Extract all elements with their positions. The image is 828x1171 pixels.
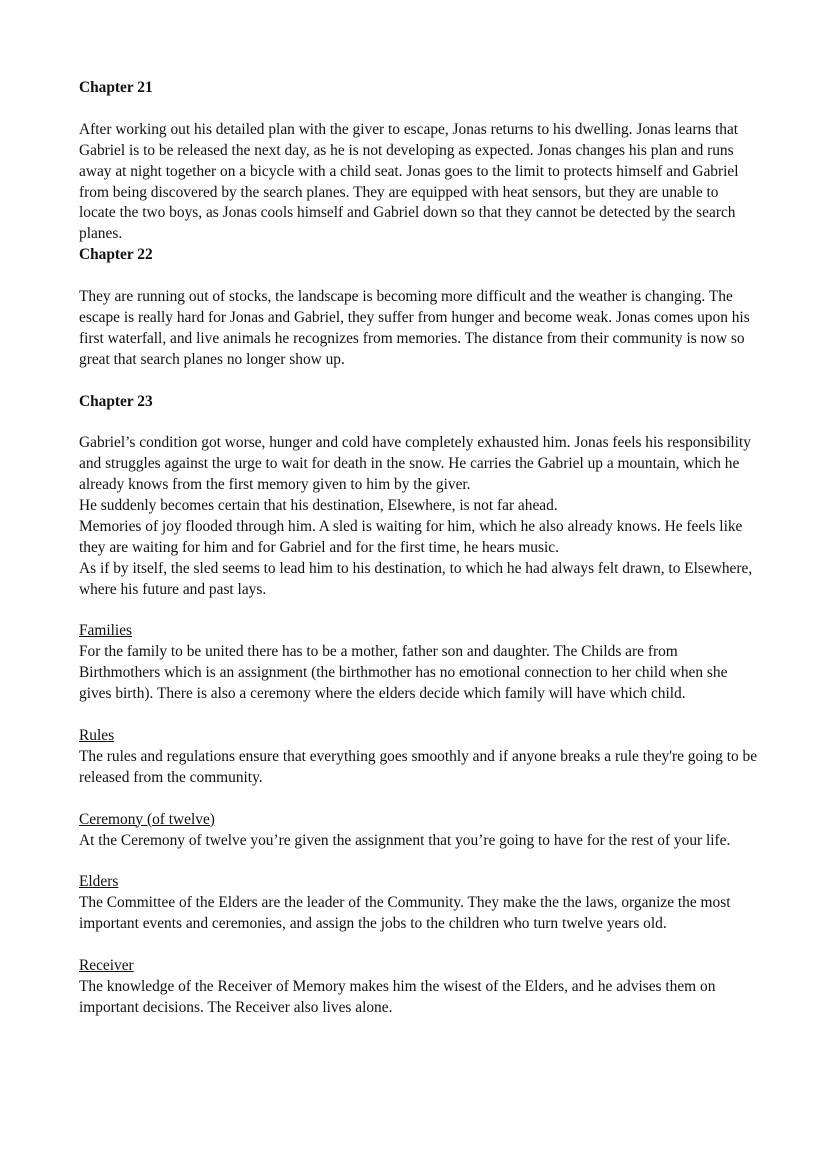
chapter-23-paragraph-3: Memories of joy flooded through him. A sled is waiting for him, which he also already knows. He feels like they are waiting for him and for Gabriel and for the first time, he hears music. <box>79 517 743 556</box>
rules-text: The rules and regulations ensure that everything goes smoothly and if anyone breaks a rule they're going to be released from the community. <box>79 747 758 786</box>
chapter-21-text: After working out his detailed plan with the giver to escape, Jonas returns to his dwelling. Jonas learns that Gabriel is to be released the next day, as he is not developing as expected. Jonas changes his plan and runs away at night together on a bicycle with a child seat. Jonas goes to the limit to protects himself and Gabriel from being discovered by the search planes. They are equipped with heat sensors, but they are unable to locate the two boys, as Jonas cools himself and Gabriel down so that they cannot be detected by the search planes. <box>79 120 739 243</box>
chapter-23-section <box>79 392 758 601</box>
receiver-text: The knowledge of the Receiver of Memory makes him the wisest of the Elders, and he advises them on important decisions. The Receiver also lives alone. <box>79 977 716 1016</box>
families-text: For the family to be united there has to be a mother, father son and daughter. The Childs are from Birthmothers which is an assignment (the birthmother has no emotional connection to her child when she gives birth). There is also a ceremony where the elders decide which family will have which child. <box>79 643 728 703</box>
ceremony-section <box>79 810 758 852</box>
chapter-21-section <box>79 78 758 245</box>
families-section <box>79 621 758 705</box>
families-heading: Families <box>79 622 133 640</box>
ceremony-text: At the Ceremony of twelve you’re given the assignment that you’re going to have for the rest of your life. <box>79 831 731 849</box>
receiver-section <box>79 956 758 1019</box>
receiver-heading: Receiver <box>79 956 134 974</box>
chapter-22-text: They are running out of stocks, the landscape is becoming more difficult and the weather is changing. The escape is really hard for Jonas and Gabriel, they suffer from hunger and become weak. Jonas comes upon his first waterfall, and live animals he recognizes from memories. The distance from their community is now so great that search planes no longer show up. <box>79 288 750 368</box>
chapter-23-heading: Chapter 23 <box>79 392 153 410</box>
chapter-23-paragraph-1: Gabriel’s condition got worse, hunger and cold have completely exhausted him. Jonas feels his responsibility and struggles against the urge to wait for death in the snow. He carries the Gabriel up a mountain, which he already knows from the first memory given to him by the giver. <box>79 434 751 494</box>
chapter-22-section <box>79 245 758 370</box>
ceremony-heading: Ceremony (of twelve) <box>79 810 215 828</box>
chapter-21-heading: Chapter 21 <box>79 79 153 96</box>
rules-section <box>79 726 758 789</box>
chapter-23-paragraph-2: He suddenly becomes certain that his destination, Elsewhere, is not far ahead. <box>79 497 558 515</box>
chapter-23-paragraph-4: As if by itself, the sled seems to lead him to his destination, to which he had always felt drawn, to Elsewhere, where his future and past lays. <box>79 559 753 598</box>
rules-heading: Rules <box>79 727 115 744</box>
elders-heading: Elders <box>79 873 119 891</box>
elders-section <box>79 872 758 935</box>
chapter-22-heading: Chapter 22 <box>79 246 153 264</box>
elders-text: The Committee of the Elders are the leader of the Community. They make the the laws, organize the most important events and ceremonies, and assign the jobs to the children who turn twelve years old. <box>79 894 731 933</box>
